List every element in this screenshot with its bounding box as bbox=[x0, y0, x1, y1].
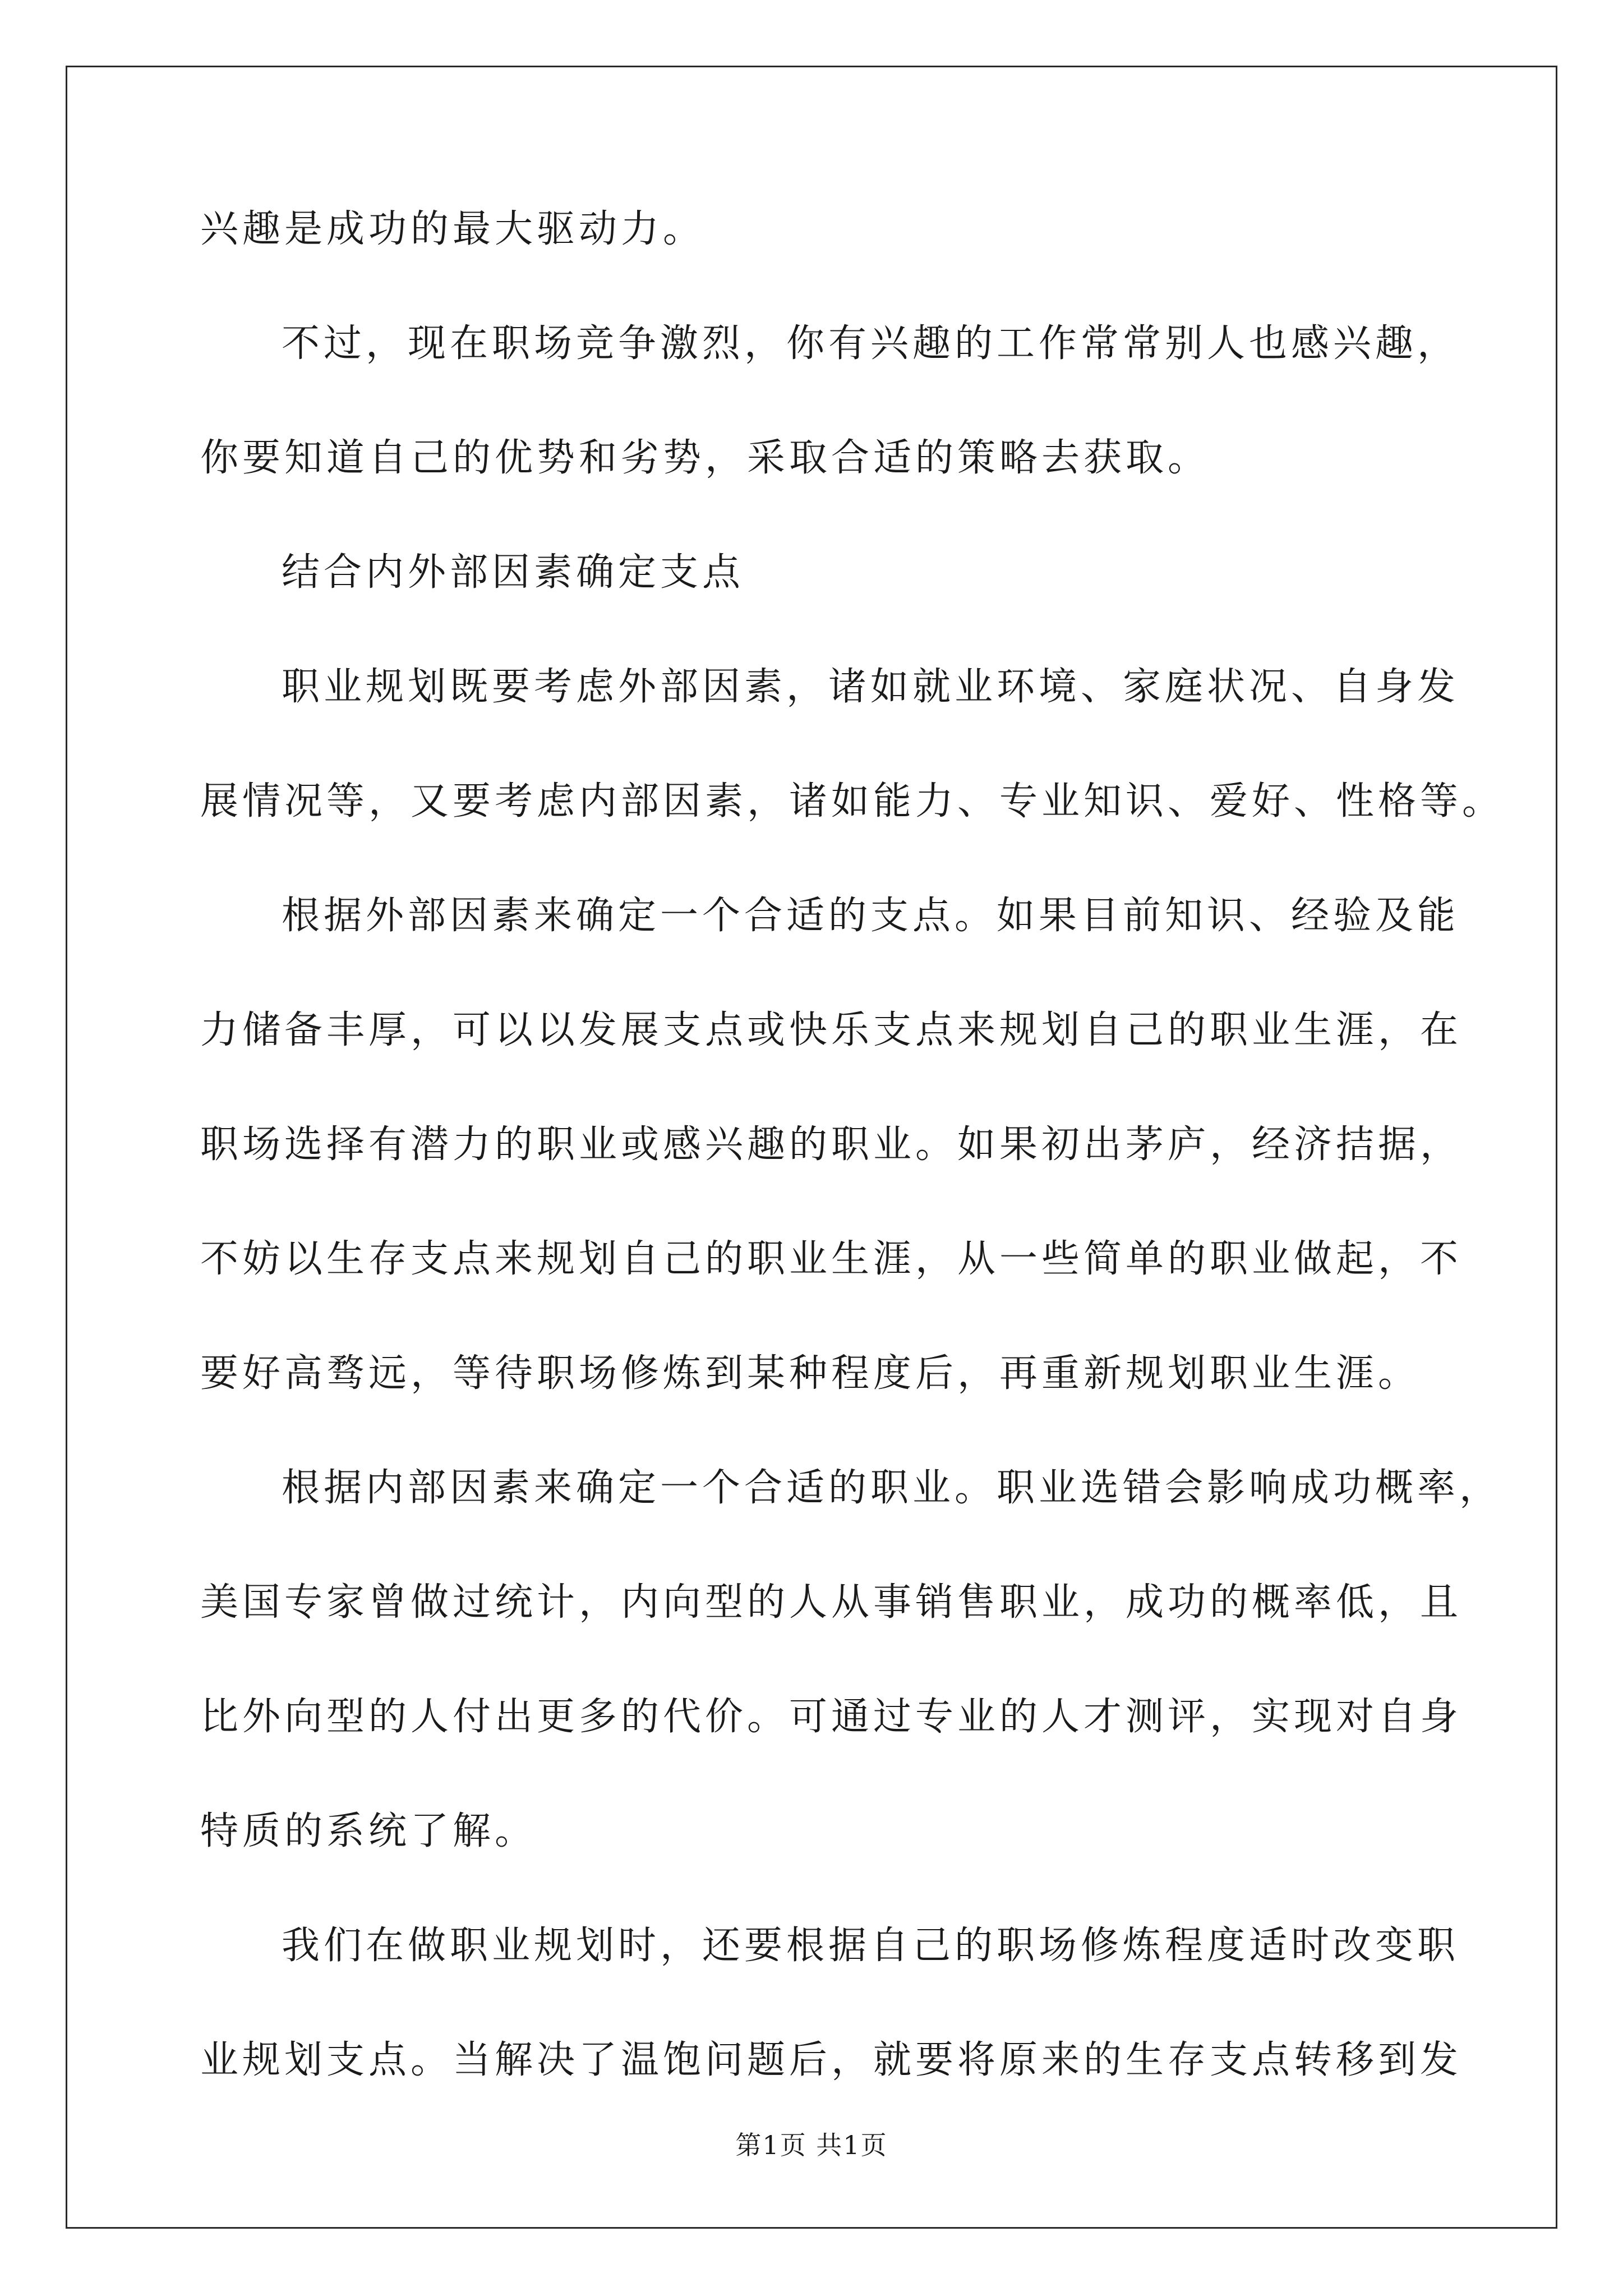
text-line: 你要知道自己的优势和劣势，采取合适的策略去获取。 bbox=[200, 436, 1210, 480]
text-line: 特质的系统了解。 bbox=[200, 1809, 537, 1853]
text-line: 美国专家曾做过统计，内向型的人从事销售职业，成功的概率低，且 bbox=[200, 1580, 1463, 1625]
text-line: 我们在做职业规划时，还要根据自己的职场修炼程度适时改变职 bbox=[282, 1924, 1460, 1968]
text-line: 不妨以生存支点来规划自己的职业生涯，从一些简单的职业做起，不 bbox=[200, 1237, 1463, 1281]
text-line: 要好高骛远，等待职场修炼到某种程度后，再重新规划职业生涯。 bbox=[200, 1351, 1421, 1396]
text-line: 根据内部因素来确定一个合适的职业。职业选错会影响成功概率， bbox=[282, 1466, 1502, 1510]
text-line: 根据外部因素来确定一个合适的支点。如果目前知识、经验及能 bbox=[282, 894, 1460, 938]
text-line: 兴趣是成功的最大驱动力。 bbox=[200, 207, 706, 251]
text-line: 业规划支点。当解决了温饱问题后，就要将原来的生存支点转移到发 bbox=[200, 2038, 1463, 2082]
section-heading: 结合内外部因素确定支点 bbox=[282, 550, 745, 595]
text-line: 力储备丰厚，可以以发展支点或快乐支点来规划自己的职业生涯，在 bbox=[200, 1008, 1463, 1052]
page-number: 第1页 共1页 bbox=[735, 2130, 888, 2160]
text-line: 展情况等，又要考虑内部因素，诸如能力、专业知识、爱好、性格等。 bbox=[200, 779, 1505, 823]
text-line: 不过，现在职场竞争激烈，你有兴趣的工作常常别人也感兴趣， bbox=[282, 321, 1460, 366]
text-line: 职场选择有潜力的职业或感兴趣的职业。如果初出茅庐，经济拮据， bbox=[200, 1122, 1463, 1167]
text-line: 职业规划既要考虑外部因素，诸如就业环境、家庭状况、自身发 bbox=[282, 665, 1460, 709]
text-line: 比外向型的人付出更多的代价。可通过专业的人才测评，实现对自身 bbox=[200, 1695, 1463, 1739]
